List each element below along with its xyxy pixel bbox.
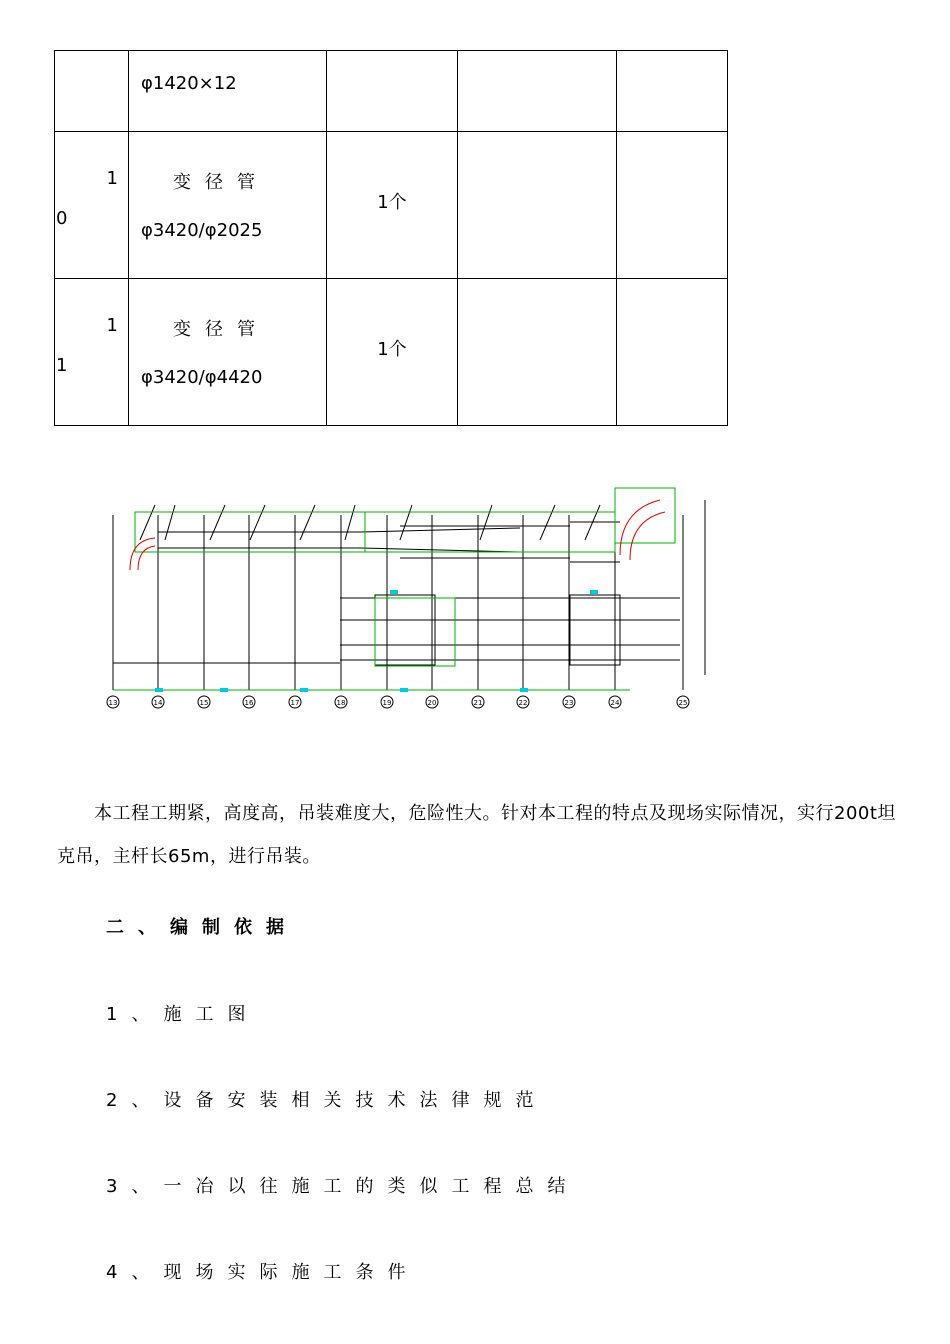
- row-index-bottom: 0: [56, 208, 68, 229]
- table-row: [55, 51, 728, 132]
- spec-table: [54, 50, 728, 426]
- axis-label: 19: [382, 699, 392, 707]
- axis-label: 13: [108, 699, 118, 707]
- row-index-top: 1: [106, 315, 118, 336]
- axis-label: 20: [427, 699, 437, 707]
- axis-label: 25: [678, 699, 688, 707]
- row-index-top: 1: [106, 168, 118, 189]
- axis-label: 16: [244, 699, 254, 707]
- list-item: 3、一冶以往施工的类似工程总结: [106, 1176, 580, 1197]
- quantity: 1个: [377, 192, 407, 213]
- table-row: [55, 132, 728, 279]
- spec-text: φ1420×12: [141, 73, 237, 94]
- list-item: 2、设备安装相关技术法律规范: [106, 1090, 548, 1111]
- axis-label: 23: [564, 699, 574, 707]
- pipeline-drawing: [100, 470, 720, 720]
- axis-label: 22: [518, 699, 528, 707]
- section-heading: 二、编制依据: [106, 917, 298, 938]
- spec-name: 变径管: [173, 319, 269, 340]
- spec-size: φ3420/φ2025: [141, 220, 263, 241]
- body-paragraph: 本工程工期紧，高度高，吊装难度大，危险性大。针对本工程的特点及现场实际情况，实行200t坦克吊，主杆长65m，进行吊装。: [57, 803, 896, 867]
- axis-label: 15: [199, 699, 209, 707]
- axis-label: 14: [153, 699, 163, 707]
- axis-label: 24: [610, 699, 620, 707]
- list-item: 1、施工图: [106, 1004, 260, 1025]
- axis-label: 18: [336, 699, 346, 707]
- axis-label: 17: [290, 699, 300, 707]
- row-index-bottom: 1: [56, 355, 68, 376]
- spec-size: φ3420/φ4420: [141, 367, 263, 388]
- spec-name: 变径管: [173, 172, 269, 193]
- list-item: 4、现场实际施工条件: [106, 1262, 420, 1283]
- axis-label: 21: [473, 699, 483, 707]
- table-row: [55, 279, 728, 426]
- quantity: 1个: [377, 339, 407, 360]
